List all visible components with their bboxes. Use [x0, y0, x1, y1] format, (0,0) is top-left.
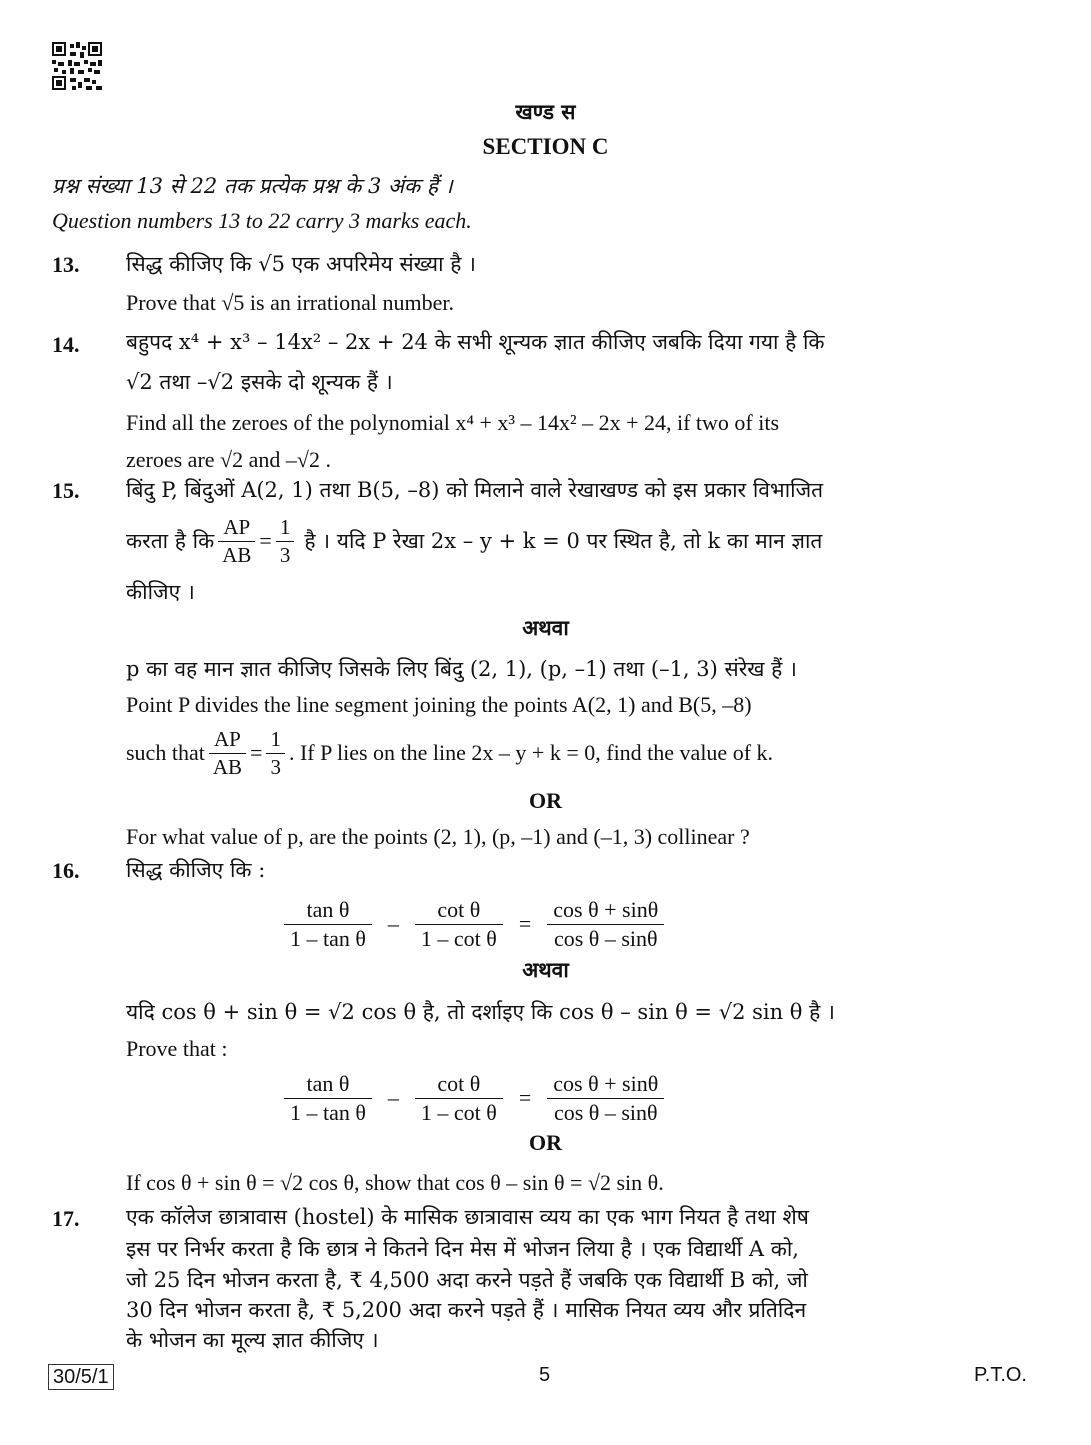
please-turn-over: P.T.O. — [974, 1364, 1027, 1386]
question-16-hindi-intro: सिद्ध कीजिए कि : — [126, 858, 266, 882]
fraction-numerator: AP — [218, 514, 255, 541]
fraction-numerator: 1 — [276, 514, 295, 541]
minus-sign: – — [387, 1085, 399, 1110]
fraction-denominator: AB — [212, 754, 243, 779]
question-15-hindi-line-1: बिंदु P, बिंदुओं A(2, 1) तथा B(5, –8) को मिलाने वाले रेखाखण्ड को इस प्रकार विभाजित — [126, 478, 824, 502]
equals-sign: = — [518, 1085, 532, 1110]
fraction-denominator: cos θ – sinθ — [553, 1099, 658, 1125]
question-15-english-line-1: Point P divides the line segment joining the points A(2, 1) and B(5, –8) — [126, 692, 752, 717]
question-16-number: 16. — [52, 858, 80, 883]
fraction-numerator: tan θ — [284, 1070, 372, 1099]
question-15-english-line-2-start: such that — [126, 740, 205, 765]
question-15-alternative-hindi: p का वह मान ज्ञात कीजिए जिसके लिए बिंदु (2, 1), (p, –1) तथा (–1, 3) संरेख हैं । — [126, 657, 797, 681]
question-15-hindi-line-2-end: है । यदि P रेखा 2x – y + k = 0 पर स्थित है, तो k का मान ज्ञात — [304, 529, 823, 553]
question-14-hindi-line-1: बहुपद x⁴ + x³ – 14x² – 2x + 24 के सभी शून्यक ज्ञात कीजिए जबकि दिया गया है कि — [126, 330, 825, 354]
fraction-denominator: 3 — [279, 542, 291, 567]
question-15-hindi-line-2 — [126, 510, 822, 572]
instruction-english: Question numbers 13 to 22 carry 3 marks each. — [52, 208, 472, 233]
question-15-or-english: OR — [529, 788, 562, 813]
question-16-or-hindi: अथवा — [522, 957, 569, 982]
minus-sign: – — [387, 911, 399, 936]
cos-sin-fraction — [547, 896, 664, 952]
question-15-number: 15. — [52, 478, 80, 503]
fraction-numerator: 1 — [266, 726, 285, 753]
fraction-numerator: tan θ — [284, 896, 372, 925]
cot-fraction — [415, 896, 503, 952]
question-17-line-3: जो 25 दिन भोजन करता है, ₹ 4,500 अदा करने पड़ते हैं जबकि एक विद्यार्थी B को, जो — [126, 1268, 808, 1292]
ratio-ap-ab-fraction — [218, 514, 255, 568]
fraction-numerator: cot θ — [415, 896, 503, 925]
qr-code-icon — [52, 42, 102, 90]
question-17-line-4: 30 दिन भोजन करता है, ₹ 5,200 अदा करने पड़ते हैं । मासिक नियत व्यय और प्रतिदिन — [126, 1298, 807, 1322]
question-17-line-2: इस पर निर्भर करता है कि छात्र ने कितने दिन मेस में भोजन लिया है । एक विद्यार्थी A को, — [126, 1237, 799, 1261]
question-14-hindi-line-2: √2 तथा –√2 इसके दो शून्यक हैं । — [126, 370, 393, 394]
question-14-number: 14. — [52, 332, 80, 357]
cos-sin-fraction — [547, 1070, 664, 1126]
question-13-hindi: सिद्ध कीजिए कि √5 एक अपरिमेय संख्या है । — [126, 252, 477, 276]
question-15-english-line-2 — [126, 722, 773, 784]
fraction-denominator: cos θ – sinθ — [553, 925, 658, 951]
question-15-hindi-line-3: कीजिए । — [126, 580, 195, 604]
page-number: 5 — [539, 1364, 551, 1386]
fraction-denominator: 1 – tan θ — [290, 925, 366, 951]
cot-fraction — [415, 1070, 503, 1126]
fraction-denominator: 1 – cot θ — [420, 1099, 497, 1125]
equals-sign: = — [250, 740, 263, 765]
question-14-english-line-2: zeroes are √2 and –√2 . — [126, 447, 331, 472]
fraction-numerator: AP — [209, 726, 246, 753]
question-16-or-english: OR — [529, 1130, 562, 1155]
question-13-english: Prove that √5 is an irrational number. — [126, 290, 454, 315]
ratio-ap-ab-fraction — [209, 726, 246, 780]
question-17-line-1: एक कॉलेज छात्रावास (hostel) के मासिक छात्रावास व्यय का एक भाग नियत है तथा शेष — [126, 1205, 809, 1229]
instruction-hindi: प्रश्न संख्या 13 से 22 तक प्रत्येक प्रश्न के 3 अंक हैं । — [52, 174, 453, 198]
trig-identity-equation-english — [280, 1070, 668, 1126]
question-15-alternative-english: For what value of p, are the points (2, 1), (p, –1) and (–1, 3) collinear ? — [126, 824, 750, 849]
question-16-alternative-hindi: यदि cos θ + sin θ = √2 cos θ है, तो दर्शाइए कि cos θ – sin θ = √2 sin θ है । — [126, 1000, 835, 1024]
section-title-english: SECTION C — [482, 134, 609, 159]
fraction-denominator: AB — [222, 542, 252, 567]
fraction-denominator: 1 – cot θ — [420, 925, 497, 951]
tan-fraction — [284, 896, 372, 952]
fraction-denominator: 3 — [270, 754, 281, 779]
question-14-english-line-1: Find all the zeroes of the polynomial x⁴ + x³ – 14x² – 2x + 24, if two of its — [126, 410, 780, 435]
section-title-hindi: खण्ड स — [515, 99, 576, 124]
paper-code: 30/5/1 — [48, 1364, 114, 1390]
trig-identity-equation-hindi — [280, 896, 668, 952]
question-16-alternative-english: If cos θ + sin θ = √2 cos θ, show that cos θ – sin θ = √2 sin θ. — [126, 1170, 664, 1195]
question-15-or-hindi: अथवा — [522, 615, 569, 640]
tan-fraction — [284, 1070, 372, 1126]
question-17-number: 17. — [52, 1206, 80, 1231]
fraction-denominator: 1 – tan θ — [290, 1099, 366, 1125]
ratio-one-third-fraction — [266, 726, 285, 780]
equals-sign: = — [518, 911, 532, 936]
ratio-one-third-fraction — [276, 514, 295, 568]
equals-sign: = — [259, 528, 272, 553]
question-13-number: 13. — [52, 252, 80, 277]
fraction-numerator: cot θ — [415, 1070, 503, 1099]
question-15-hindi-line-2-start: करता है कि — [126, 529, 215, 553]
fraction-numerator: cos θ + sinθ — [547, 896, 664, 925]
question-15-english-line-2-end: . If P lies on the line 2x – y + k = 0, find the value of k. — [288, 740, 774, 765]
question-16-english-intro: Prove that : — [126, 1036, 228, 1061]
fraction-numerator: cos θ + sinθ — [547, 1070, 664, 1099]
question-17-line-5: के भोजन का मूल्य ज्ञात कीजिए । — [126, 1328, 379, 1352]
